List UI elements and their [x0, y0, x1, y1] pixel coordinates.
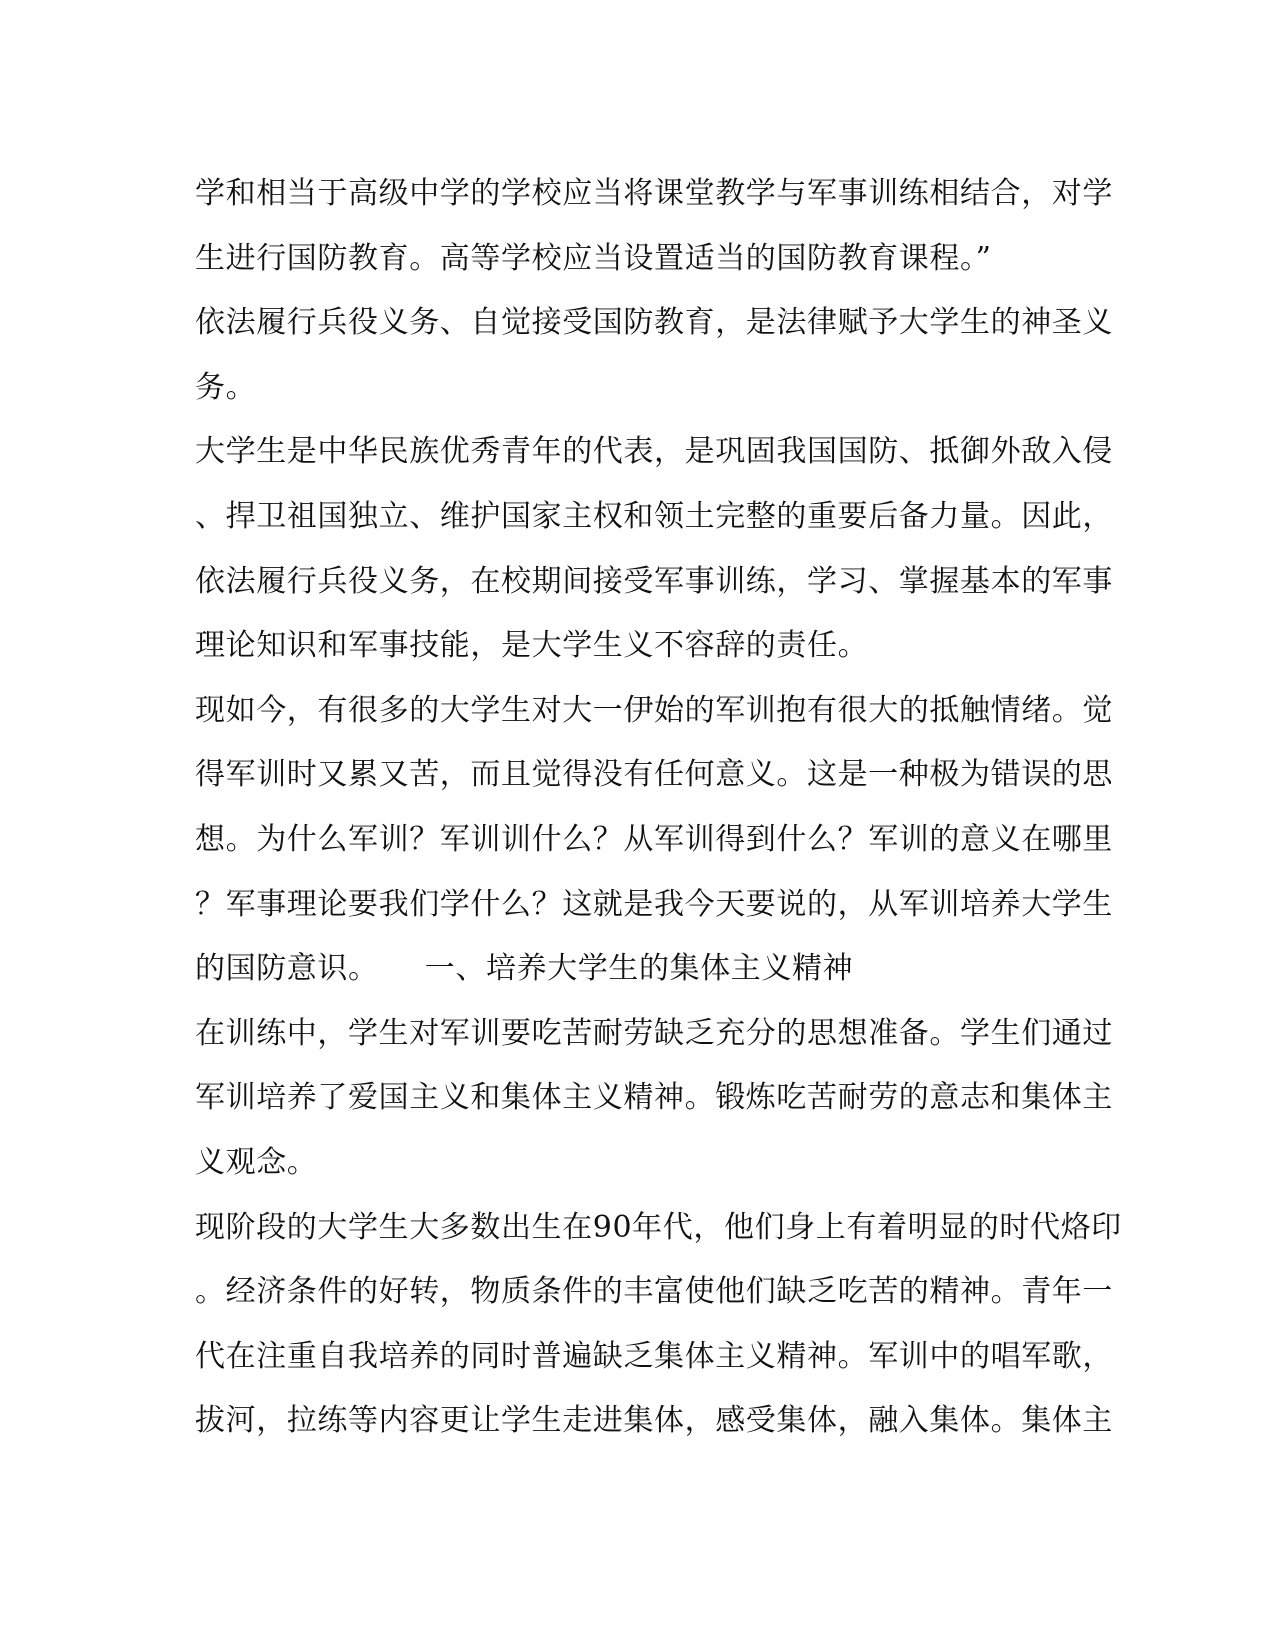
- text-line: 得军训时又累又苦，而且觉得没有任何意义。这是一种极为错误的思: [195, 757, 1113, 793]
- text-line: 生进行国防教育。高等学校应当设置适当的国防教育课程。”: [195, 240, 992, 276]
- text-line: 理论知识和军事技能，是大学生义不容辞的责任。: [195, 628, 869, 664]
- text-line: 的国防意识。 一、培养大学生的集体主义精神: [195, 951, 854, 987]
- text-line: 义观念。: [195, 1144, 318, 1180]
- text-line: 拔河，拉练等内容更让学生走进集体，感受集体，融入集体。集体主: [195, 1403, 1113, 1439]
- text-line: 现阶段的大学生大多数出生在90年代，他们身上有着明显的时代烙印: [195, 1209, 1122, 1245]
- body-text: [195, 162, 1122, 1454]
- text-line: 在训练中，学生对军训要吃苦耐劳缺乏充分的思想准备。学生们通过: [195, 1015, 1113, 1051]
- text-line: 依法履行兵役义务，在校期间接受军事训练，学习、掌握基本的军事: [195, 563, 1113, 599]
- text-line: 代在注重自我培养的同时普遍缺乏集体主义精神。军训中的唱军歌，: [195, 1338, 1113, 1374]
- text-line: 。经济条件的好转，物质条件的丰富使他们缺乏吃苦的精神。青年一: [195, 1274, 1113, 1310]
- text-line: 想。为什么军训？军训训什么？从军训得到什么？军训的意义在哪里: [195, 821, 1113, 857]
- text-line: 军训培养了爱国主义和集体主义精神。锻炼吃苦耐劳的意志和集体主: [195, 1080, 1113, 1116]
- text-line: 大学生是中华民族优秀青年的代表，是巩固我国国防、抵御外敌入侵: [195, 434, 1113, 470]
- text-line: 、捍卫祖国独立、维护国家主权和领土完整的重要后备力量。因此，: [195, 498, 1113, 534]
- text-line: 务。: [195, 369, 257, 405]
- text-line: 现如今，有很多的大学生对大一伊始的军训抱有很大的抵触情绪。觉: [195, 692, 1113, 728]
- text-line: ？军事理论要我们学什么？这就是我今天要说的，从军训培养大学生: [195, 886, 1113, 922]
- text-line: 学和相当于高级中学的学校应当将课堂教学与军事训练相结合，对学: [195, 176, 1113, 211]
- text-line: 依法履行兵役义务、自觉接受国防教育，是法律赋予大学生的神圣义: [195, 305, 1113, 341]
